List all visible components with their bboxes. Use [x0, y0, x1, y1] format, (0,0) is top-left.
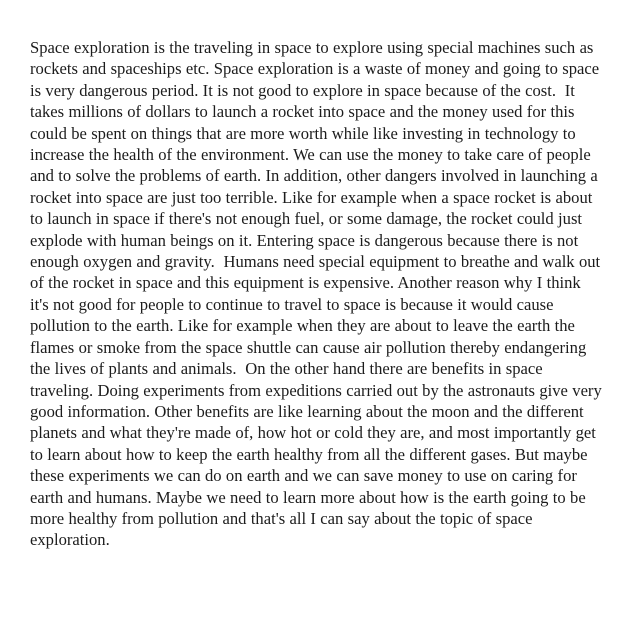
essay-text: Space exploration is the traveling in space to explore using special machines such as rockets and spaceships etc. Space exploration is a waste of money and going to space is very dangerous period. It is not good to explore in space because of the cost. It takes millions of dollars to launch a rocket into space and the money used for this could be spent on things that are more worth while like investing in technology to increase the health of the environment. We can use the money to take care of people and to solve the problems of earth. In addition, other dangers involved in launching a rocket into space are just too terrible. Like for example when a space rocket is about to launch in space if there's not enough fuel, or some damage, the rocket could just explode with human beings on it. Entering space is dangerous because there is not enough oxygen and gravity. Humans need special equipment to breathe and walk out of the rocket in space and this equipment is expensive. Another reason why I think it's not good for people to continue to travel to space is because it would cause pollution to the earth. Like for example when they are about to leave the earth the flames or smoke from the space shuttle can cause air pollution thereby endangering the lives of plants and animals. On the other hand there are benefits in space traveling. Doing experiments from expeditions carried out by the astronauts give very good information. Other benefits are like learning about the moon and the different planets and what they're made of, how hot or cold they are, and most importantly get to learn about how to keep the earth healthy from all the different gases. But maybe these experiments we can do on earth and we can save money to use on caring for earth and humans. Maybe we need to learn more about how is the earth going to be more healthy from pollution and that's all I can say about the topic of space exploration.: [30, 38, 607, 550]
